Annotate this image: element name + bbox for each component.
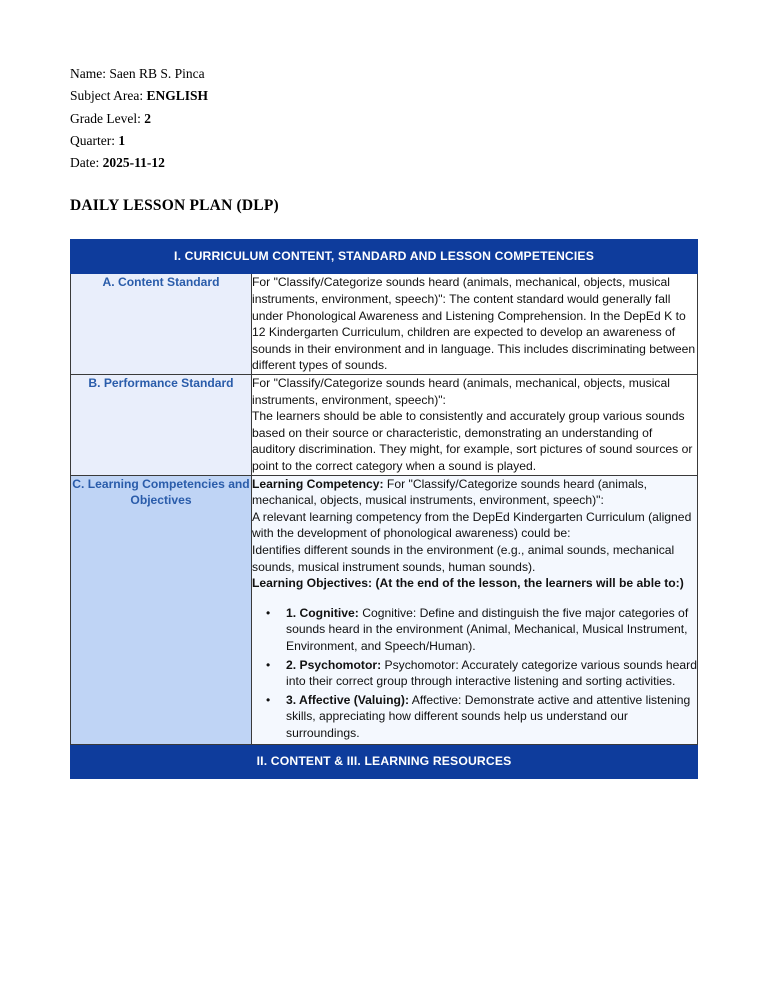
learning-competency-lead: Learning Competency: [252, 476, 384, 491]
row-label-content-standard [71, 274, 252, 375]
objective-lead: 3. Affective (Valuing): [286, 692, 410, 707]
section-header-content-resources-label: II. CONTENT & III. LEARNING RESOURCES [256, 753, 512, 768]
row-label-performance-standard [71, 375, 252, 476]
row-label-content-standard-text: A. Content Standard [102, 275, 220, 290]
meta-quarter-line [70, 130, 698, 152]
row-label-learning-competencies [71, 475, 252, 744]
table-row [71, 475, 698, 744]
section-header-curriculum [71, 240, 698, 274]
table-row [71, 274, 698, 375]
performance-standard-paragraph-1: For "Classify/Categorize sounds heard (animals, mechanical, objects, musical instruments, environment, speech)": [252, 376, 670, 407]
meta-name-value: Saen RB S. Pinca [109, 66, 205, 81]
meta-grade-label: Grade Level: [70, 110, 141, 126]
learning-competency-paragraph-1 [252, 476, 697, 509]
row-body-learning-competencies [252, 475, 698, 744]
list-item [266, 692, 697, 742]
bullet-icon: • [266, 605, 271, 620]
learning-competency-paragraph-2: A relevant learning competency from the DepEd Kindergarten Curriculum (aligned with the development of phonological awareness) could be: [252, 509, 692, 541]
table-row [71, 375, 698, 476]
page-title: DAILY LESSON PLAN (DLP) [70, 197, 279, 215]
bullet-icon: • [266, 692, 271, 707]
meta-subject-value: ENGLISH [146, 88, 209, 104]
objective-text: Affective: Demonstrate active and attentive listening skills, appreciating how different sounds help us understand our surroundings. [286, 692, 691, 740]
content-standard-paragraph: For "Classify/Categorize sounds heard (animals, mechanical, objects, musical instruments, environment, speech)": The content standard would generally fall under Phonological Awareness and Listening Comprehension. In the DepEd K to 12 Kindergarten Curriculum, children are expected to develop an awareness of sounds in their environment and in language. This includes discriminating between different types of sounds. [252, 275, 696, 373]
meta-date-label: Date: [70, 155, 100, 171]
bullet-icon: • [266, 657, 271, 672]
meta-name-label: Name: [70, 66, 106, 81]
objective-text: Psychomotor: Accurately categorize various sounds heard into their correct group through interactive listening and sorting activities. [286, 657, 697, 689]
objective-lead: 1. Cognitive: [286, 605, 359, 620]
row-label-performance-standard-text: B. Performance Standard [88, 376, 234, 391]
learning-competency-paragraph-3: Identifies different sounds in the environment (e.g., animal sounds, mechanical sounds, musical instrument sounds, human sounds). [252, 542, 675, 574]
meta-grade-line [70, 108, 698, 130]
table-row [71, 240, 698, 274]
section-header-content-resources [71, 744, 698, 778]
objective-lead: 2. Psychomotor: [286, 657, 382, 672]
meta-quarter-label: Quarter: [70, 132, 115, 148]
meta-subject-line [70, 85, 698, 107]
learning-competency-text-1: For "Classify/Categorize sounds heard (animals, mechanical, objects, musical instruments, environment, speech)": [252, 476, 647, 508]
learning-objectives-list [252, 605, 697, 742]
row-label-learning-competencies-text: C. Learning Competencies and Objectives [72, 476, 250, 508]
meta-subject-label: Subject Area: [70, 88, 144, 104]
meta-name-line [70, 63, 698, 85]
lesson-plan-meta [70, 63, 698, 174]
daily-lesson-plan-table [70, 239, 698, 778]
performance-standard-paragraph-2: The learners should be able to consistently and accurately group various sounds based on their source or characteristic, demonstrating an understanding of auditory discrimination. They might, for example, sort pictures of sound sources or point to the correct category when a sound is played. [252, 409, 693, 474]
objective-text: Cognitive: Define and distinguish the five major categories of sounds heard in the environment (Animal, Mechanical, Musical Instrument, Environment, and Speech/Human). [286, 605, 689, 653]
row-body-performance-standard [252, 375, 698, 476]
learning-objectives-heading-text: Learning Objectives: (At the end of the lesson, the learners will be able to:) [252, 576, 684, 591]
meta-date-line [70, 152, 698, 174]
meta-grade-value: 2 [144, 110, 151, 126]
row-body-content-standard [252, 274, 698, 375]
learning-objectives-heading [252, 575, 697, 592]
list-item [266, 657, 697, 690]
meta-date-value: 2025-11-12 [102, 155, 165, 171]
table-row [71, 744, 698, 778]
section-header-curriculum-label: I. CURRICULUM CONTENT, STANDARD AND LESSON COMPETENCIES [174, 249, 594, 264]
list-item [266, 605, 697, 655]
meta-quarter-value: 1 [118, 132, 126, 148]
